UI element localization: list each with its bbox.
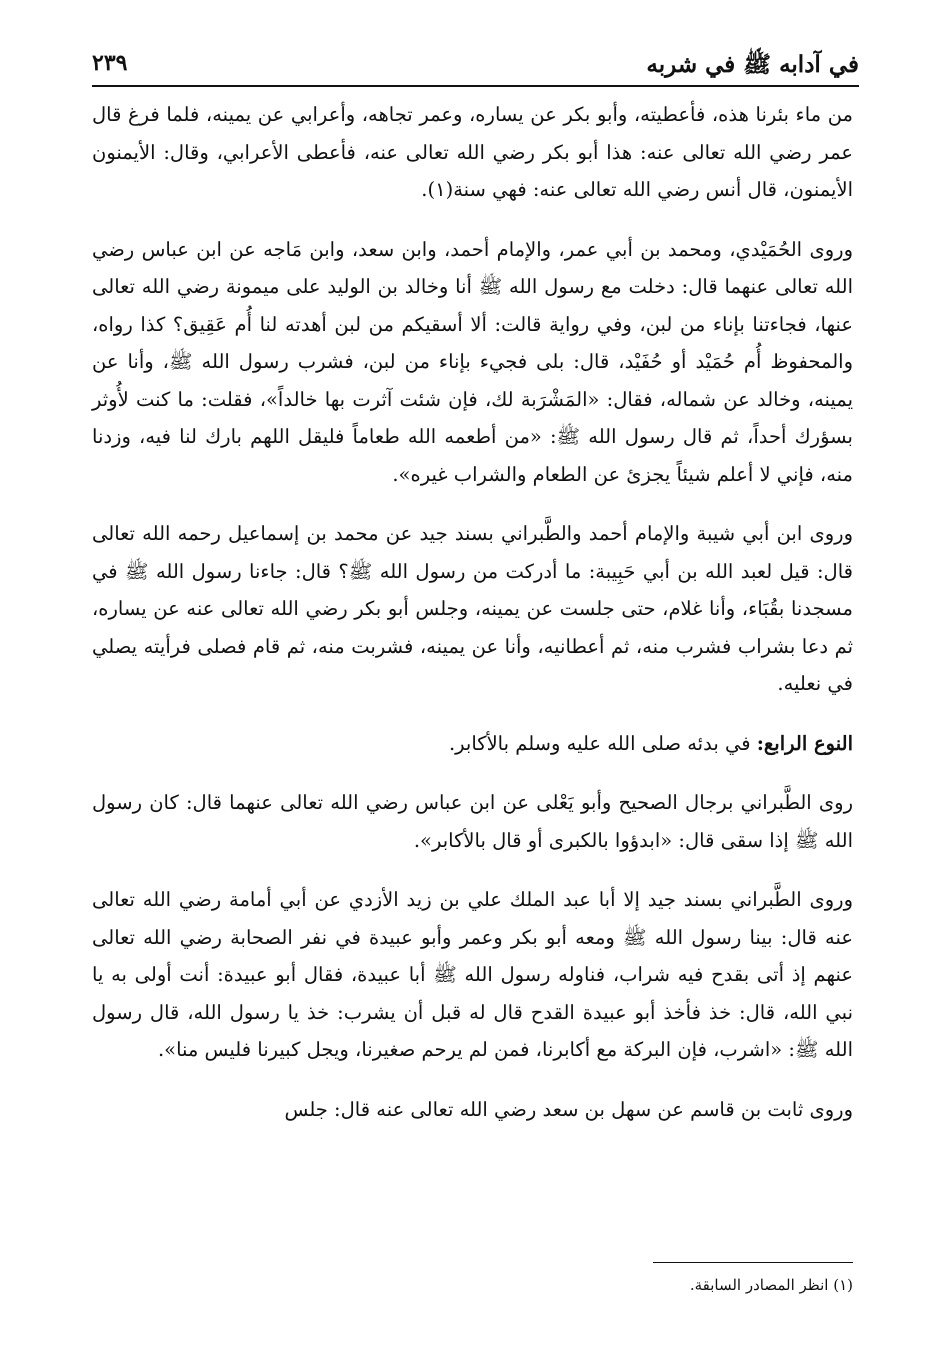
running-title: في آدابه ﷺ في شربه bbox=[646, 51, 859, 78]
paragraph-4: روى الطَّبراني برجال الصحيح وأبو يَعْلى عن ابن عباس رضي الله تعالى عنهما قال: كان رسول الله ﷺ إذا سقى قال: «ابدؤوا بالكبرى أو قال بالأكابر». bbox=[92, 791, 853, 852]
paragraph-3: وروى ابن أبي شيبة والإمام أحمد والطَّبراني بسند جيد عن محمد بن إسماعيل رحمه الله تعالى قال: قيل لعبد الله بن أبي حَبِيبة: ما أدركت من رسول الله ﷺ؟ قال: جاءنا رسول الله ﷺ في مسجدنا بقُبَاء، وأنا غلام، حتى جلست عن يمينه، وجلس أبو بكر رضي الله تعالى عنه عن يساره، ثم دعا بشراب فشرب منه، ثم أعطانيه، وأنا عن يمينه، فشربت منه، ثم قام فصلى فرأيته يصلي في نعليه. bbox=[92, 522, 853, 695]
main-text bbox=[92, 96, 853, 1150]
page-number: ٢٣٩ bbox=[92, 50, 128, 76]
header-divider bbox=[92, 85, 859, 87]
footnote: (١) انظر المصادر السابقة. bbox=[689, 1276, 853, 1294]
page-header bbox=[92, 46, 859, 86]
paragraph-2: وروى الحُمَيْدي، ومحمد بن أبي عمر، والإمام أحمد، وابن سعد، وابن مَاجه عن ابن عباس رضي الله تعالى عنهما قال: دخلت مع رسول الله ﷺ أنا وخالد بن الوليد على ميمونة رضي الله تعالى عنها، فجاءتنا بإناء من لبن، وفي رواية قالت: ألا أسقيكم من لبن أهدته لنا أُم عَقِيق؟ كذا رواه، والمحفوظ أُم حُمَيْد أو حُفَيْد، قال: بلى فجيء بإناء من لبن، فشرب رسول الله ﷺ، وأنا عن يمينه، وخالد عن شماله، فقال: «المَشْرَبة لك، فإن شئت آثرت بها خالداً»، فقلت: ما كنت لأُوثر بسؤرك أحداً، ثم قال رسول الله ﷺ: «من أطعمه الله طعاماً فليقل اللهم بارك لنا فيه، وزدنا منه، فإني لا أعلم شيئاً يجزئ عن الطعام والشراب غيره». bbox=[92, 237, 853, 486]
paragraph-6: وروى ثابت بن قاسم عن سهل بن سعد رضي الله تعالى عنه قال: جلس bbox=[284, 1097, 853, 1121]
footnote-divider bbox=[653, 1262, 853, 1263]
section-heading-text: في بدئه صلى الله عليه وسلم بالأكابر. bbox=[448, 731, 757, 755]
section-heading-label: النوع الرابع: bbox=[756, 731, 853, 755]
paragraph-5: وروى الطَّبراني بسند جيد إلا أبا عبد الملك علي بن زيد الأزدي عن أبي أمامة رضي الله تعالى عنه قال: بينا رسول الله ﷺ ومعه أبو بكر وعمر وأبو عبيدة في نفر الصحابة رضي الله تعالى عنهم إذ أتى بقدح فيه شراب، فناوله رسول الله ﷺ أبا عبيدة، فقال أبو عبيدة: أنت أولى به يا نبي الله، قال: خذ فأخذ أبو عبيدة القدح قال له قبل أن يشرب: خذ يا رسول الله، قال رسول الله ﷺ: «اشرب، فإن البركة مع أكابرنا، فمن لم يرحم صغيرنا، ويجل كبيرنا فليس منا». bbox=[92, 888, 853, 1061]
section-heading bbox=[92, 725, 853, 763]
paragraph-1: من ماء بئرنا هذه، فأعطيته، وأبو بكر عن يساره، وعمر تجاهه، وأعرابي عن يمينه، فلما فرغ قال عمر رضي الله تعالى عنه: هذا أبو بكر رضي الله تعالى عنه، فأعطى الأعرابي، وقال: الأيمنون الأيمنون، قال أنس رضي الله تعالى عنه: فهي سنة(١). bbox=[92, 103, 853, 201]
